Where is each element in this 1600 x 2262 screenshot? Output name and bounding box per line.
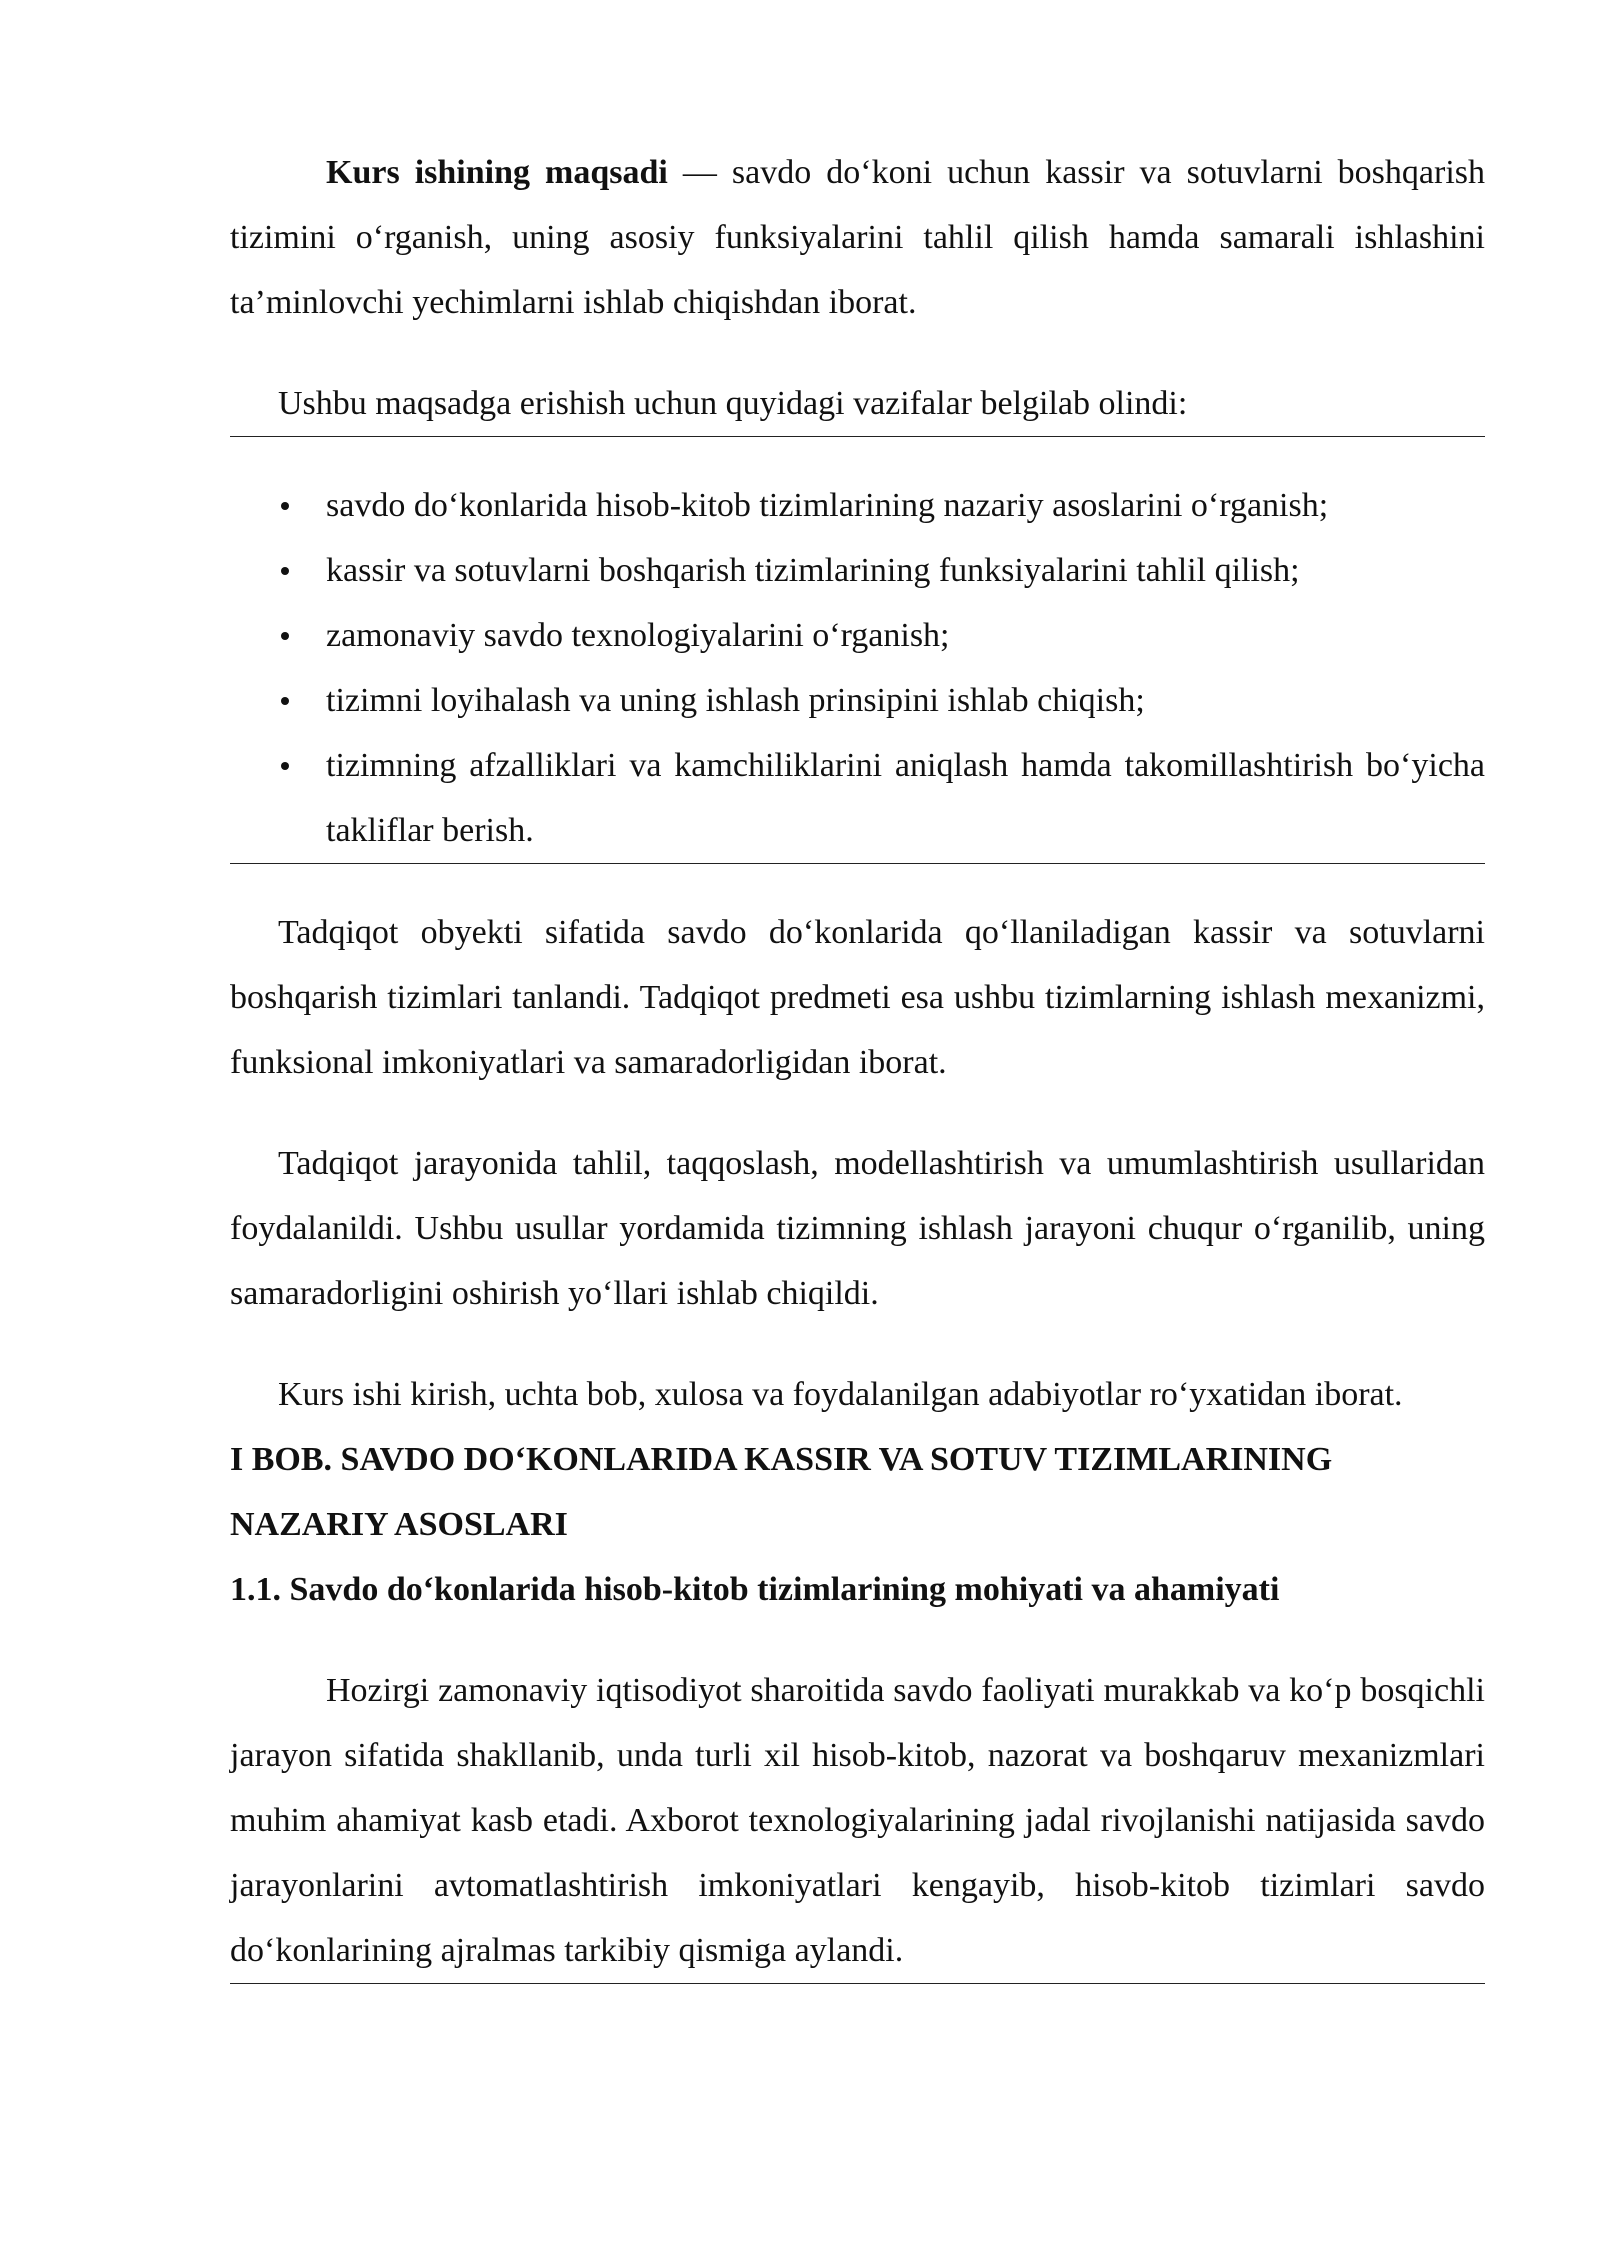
section-paragraph: Hozirgi zamonaviy iqtisodiyot sharoitida savdo faoliyati murakkab va ko‘p bosqichli jarayon sifatida shakllanib, unda turli xil hisob-kitob, nazorat va boshqaruv mexanizmlari muhim ahamiyat kasb etadi. Axborot texnologiyalarining jadal rivojlanishi natijasida savdo jarayonlarini avtomatlashtirish imkoniyatlari kengayib, hisob-kitob tizimlari savdo do‘konlarining ajralmas tarkibiy qismiga aylandi. — [230, 1658, 1485, 1984]
structure-paragraph: Kurs ishi kirish, uchta bob, xulosa va foydalanilgan adabiyotlar ro‘yxatidan iborat. — [278, 1376, 1403, 1413]
list-item — [278, 473, 1485, 538]
list-item — [278, 538, 1485, 603]
research-methods-paragraph: Tadqiqot jarayonida tahlil, taqqoslash, modellashtirish va umumlashtirish usullaridan foydalanildi. Ushbu usullar yordamida tizimning ishlash jarayoni chuqur o‘rganilib, uning samaradorligini oshirish yo‘llari ishlab chiqildi. — [230, 1145, 1485, 1312]
intro-bold-lead: Kurs ishining maqsadi — [326, 154, 668, 191]
task-text: tizimni loyihalash va uning ishlash prinsipini ishlab chiqish; — [326, 682, 1145, 719]
chapter-heading: I BOB. SAVDO DO‘KONLARIDA KASSIR VA SOTUV TIZIMLARINING NAZARIY ASOSLARI — [230, 1441, 1333, 1543]
task-text: savdo do‘konlarida hisob-kitob tizimlarining nazariy asoslarini o‘rganish; — [326, 487, 1329, 524]
tasks-list — [230, 473, 1485, 864]
section-heading: 1.1. Savdo do‘konlarida hisob-kitob tizimlarining mohiyati va ahamiyati — [230, 1571, 1280, 1608]
research-object-paragraph: Tadqiqot obyekti sifatida savdo do‘konlarida qo‘llaniladigan kassir va sotuvlarni boshqarish tizimlari tanlandi. Tadqiqot predmeti esa ushbu tizimlarning ishlash mexanizmi, funksional imkoniyatlari va samaradorligidan iborat. — [230, 914, 1485, 1081]
document-content — [230, 140, 1485, 1984]
intro-paragraph — [230, 140, 1485, 335]
task-text: tizimning afzalliklari va kamchiliklarini aniqlash hamda takomillashtirish bo‘yicha takliflar berish. — [326, 747, 1485, 849]
task-text: kassir va sotuvlarni boshqarish tizimlarining funksiyalarini tahlil qilish; — [326, 552, 1300, 589]
task-text: zamonaviy savdo texnologiyalarini o‘rganish; — [326, 617, 950, 654]
intro-text: — savdo do‘koni uchun kassir va sotuvlarni boshqarish tizimini o‘rganish, uning asosiy funksiyalarini tahlil qilish hamda samarali ishlashini ta’minlovchi yechimlarni ishlab chiqishdan iborat. — [230, 154, 1485, 321]
list-item — [278, 733, 1485, 863]
list-item — [278, 668, 1485, 733]
list-item — [278, 603, 1485, 668]
tasks-intro: Ushbu maqsadga erishish uchun quyidagi vazifalar belgilab olindi: — [230, 371, 1485, 437]
